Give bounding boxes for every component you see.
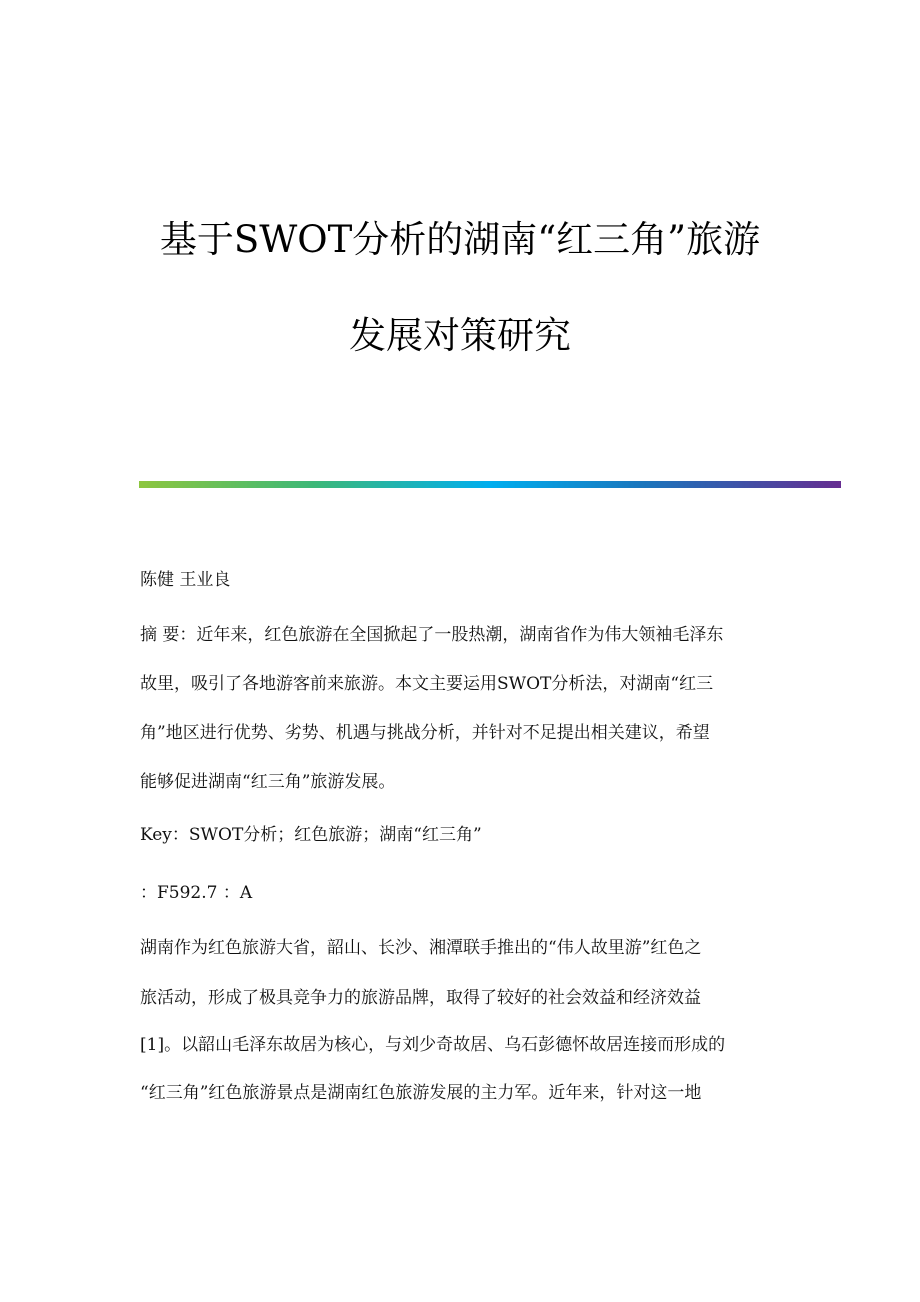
gradient-divider: [139, 481, 841, 488]
abstract-line: 能够促进湖南“红三角”旅游发展。: [140, 772, 396, 792]
page-title-line-1: 基于SWOT分析的湖南“红三角”旅游: [159, 218, 761, 261]
body-line: “红三角”红色旅游景点是湖南红色旅游发展的主力军。近年来，针对这一地: [140, 1083, 702, 1103]
page-title-line-2: 发展对策研究: [349, 314, 571, 357]
keywords: Key：SWOT分析；红色旅游；湖南“红三角”: [140, 825, 482, 845]
body-line: [1]。以韶山毛泽东故居为核心，与刘少奇故居、乌石彭德怀故居连接而形成的: [140, 1035, 726, 1055]
body-line: 旅活动，形成了极具竞争力的旅游品牌，取得了较好的社会效益和经济效益: [140, 988, 701, 1008]
classification-code: ：F592.7 ：A: [140, 883, 253, 903]
abstract-line: 摘 要：近年来，红色旅游在全国掀起了一股热潮，湖南省作为伟大领袖毛泽东: [140, 625, 724, 645]
authors: 陈健 王业良: [140, 570, 231, 590]
abstract-line: 故里，吸引了各地游客前来旅游。本文主要运用SWOT分析法，对湖南“红三: [140, 674, 714, 694]
abstract-line: 角”地区进行优势、劣势、机遇与挑战分析，并针对不足提出相关建议，希望: [140, 723, 710, 743]
body-line: 湖南作为红色旅游大省，韶山、长沙、湘潭联手推出的“伟人故里游”红色之: [140, 938, 702, 958]
